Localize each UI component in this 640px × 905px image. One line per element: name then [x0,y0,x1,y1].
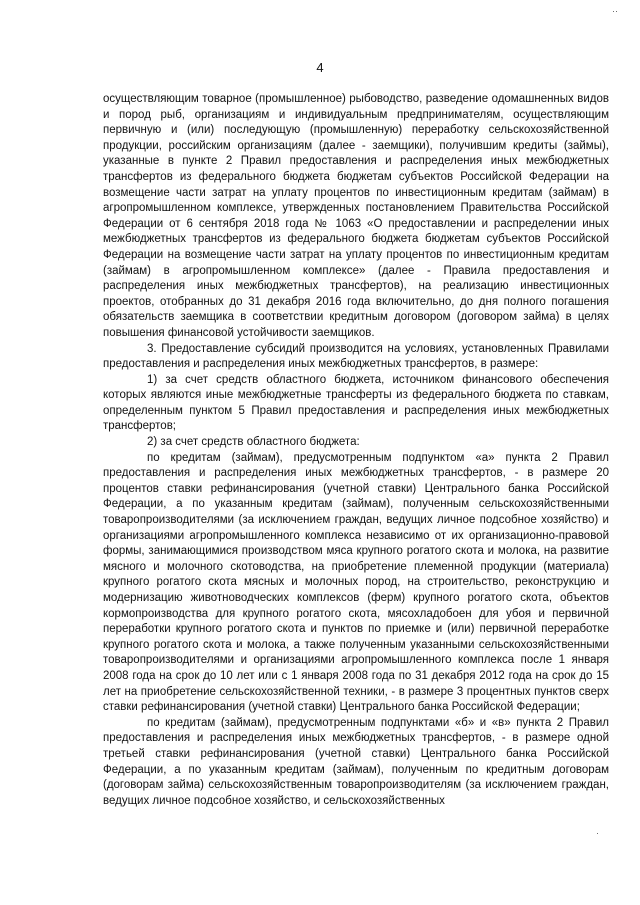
scan-mark: ·· [612,6,618,16]
paragraph: 3. Предоставление субсидий производится на условиях, установленных Правилами предоставления и распределения иных межбюджетных трансфертов, в размере: [103,342,609,371]
page-number: 4 [316,60,324,75]
paragraph: по кредитам (займам), предусмотренным подпунктом «а» пункта 2 Правил предоставления и распределения иных межбюджетных трансфертов, - в размере 20 процентов ставки рефинансирования (учетной ставки) Центрального банка Российской Федерации, а по указанным кредитам (займам), полученным сельскохозяйственными товаропроизводителями (за исключением граждан, ведущих личное подсобное хозяйство) и организациями агропромышленного комплекса независимо от их организационно-правовой формы, занимающимися производством мяса крупного рогатого скота и молока, на развитие мясного и молочного скотоводства, на приобретение племенной продукции (материала) крупного рогатого скота мясных и молочных пород, на строительство, реконструкцию и модернизацию животноводческих комплексов (ферм) крупного рогатого скота, объектов кормопроизводства для крупного рогатого скота, мясохладобоен для убоя и первичной переработки крупного рогатого скота и пунктов по приемке и (или) первичной переработке крупного рогатого скота и молока, а также полученным указанными сельскохозяйственными товаропроизводителями и организациями агропромышленного комплекса после 1 января 2008 года на срок до 10 лет или с 1 января 2008 года по 31 декабря 2012 года на срок до 15 лет на приобретение сельскохозяйственной техники, - в размере 3 процентных пунктов сверх ставки рефинансирования (учетной ставки) Центрального банка Российской Федерации; [103,451,609,714]
paragraph: 1) за счет средств областного бюджета, источником финансового обеспечения которых являются иные межбюджетные трансферты из федерального бюджета по ставкам, определенным пунктом 5 Правил предоставления и распределения иных межбюджетных трансфертов; [103,373,609,433]
document-body [103,92,609,809]
paragraph: осуществляющим товарное (промышленное) рыбоводство, разведение одомашненных видов и пород рыб, организациям и индивидуальным предпринимателям, осуществляющим первичную и (или) последующую (промышленную) переработку сельскохозяйственной продукции, российским организациям (далее - заемщики), получившим кредиты (займы), указанные в пункте 2 Правил предоставления и распределения иных межбюджетных трансфертов из федерального бюджета бюджетам субъектов Российской Федерации на возмещение части затрат на уплату процентов по инвестиционным кредитам (займам) в агропромышленном комплексе, утвержденных постановлением Правительства Российской Федерации от 6 сентября 2018 года № 1063 «О предоставлении и распределении иных межбюджетных трансфертов из федерального бюджета бюджетам субъектов Российской Федерации на возмещение части затрат на уплату процентов по инвестиционным кредитам (займам) в агропромышленном комплексе» (далее - Правила предоставления и распределения иных межбюджетных трансфертов), на реализацию инвестиционных проектов, отобранных до 31 декабря 2016 года включительно, до дня полного погашения обязательств заемщика в соответствии кредитным договором (договором займа) в целях повышения финансовой устойчивости заемщиков. [103,93,609,339]
paragraph: 2) за счет средств областного бюджета: [147,436,360,449]
scan-mark: · [596,828,599,838]
paragraph: по кредитам (займам), предусмотренным подпунктами «б» и «в» пункта 2 Правил предоставления и распределения иных межбюджетных трансфертов, - в размере одной третьей ставки рефинансирования (учетной ставки) Центрального банка Российской Федерации, а по указанным кредитам (займам), полученным по кредитным договорам (договорам займа) сельскохозяйственным товаропроизводителям (за исключением граждан, ведущих личное подсобное хозяйство, и сельскохозяйственных [103,716,609,807]
